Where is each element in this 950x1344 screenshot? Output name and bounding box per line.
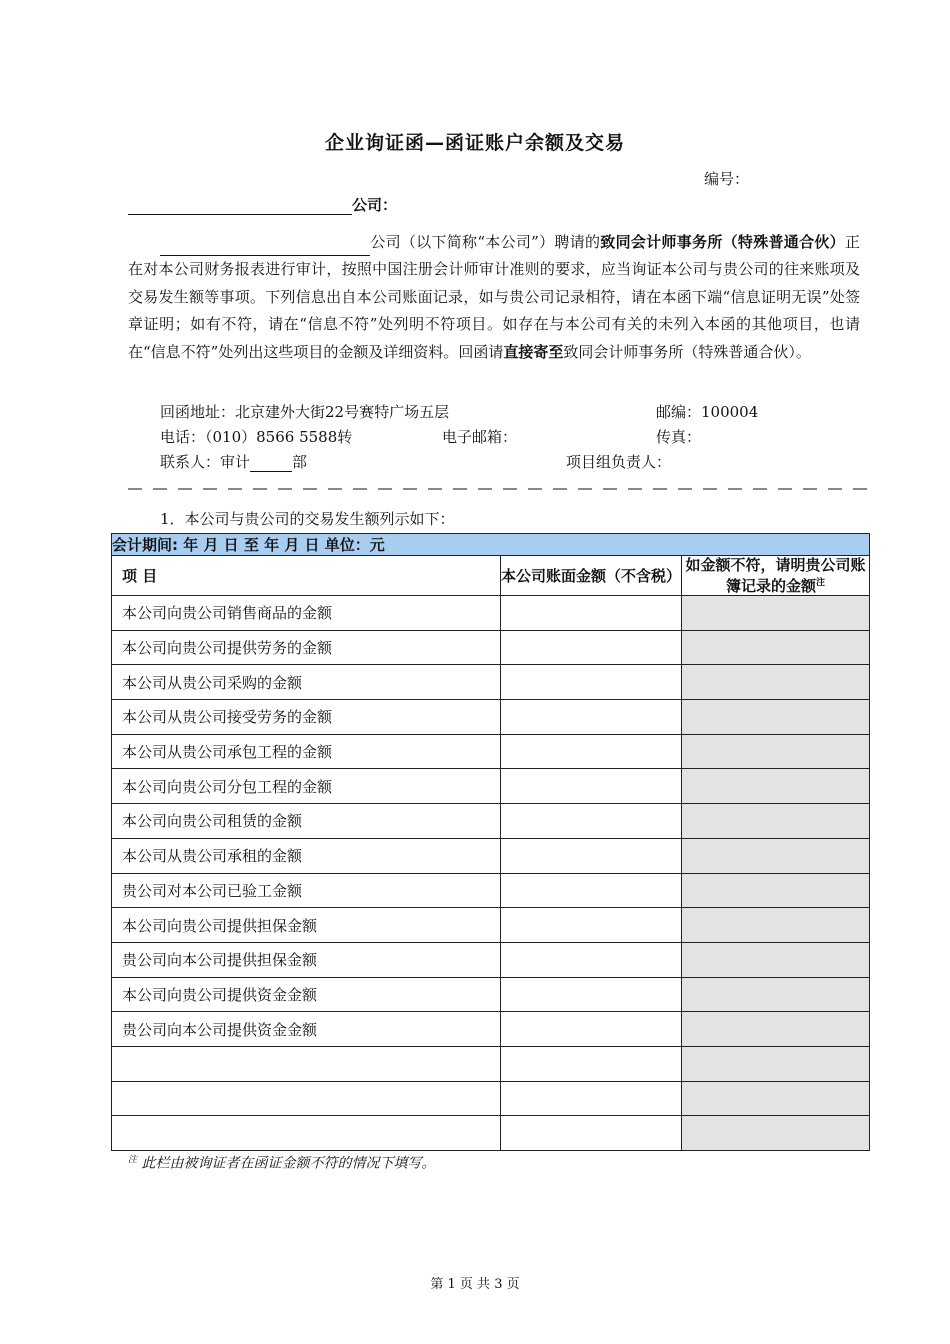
direct-send: 直接寄至: [503, 342, 564, 361]
transaction-table: [111, 533, 870, 1151]
item-cell: 本公司向贵公司分包工程的金额: [112, 769, 501, 804]
col-item-header: 项 目: [112, 556, 501, 596]
contact-person-suffix: 部: [292, 453, 308, 471]
fax-label: 传真：: [656, 428, 702, 446]
table-row: [112, 1046, 870, 1081]
email-label: 电子邮箱：: [442, 428, 518, 446]
period-cell: 会计期间: 年 月 日 至 年 月 日 单位：元: [112, 534, 870, 556]
col-confirm-amount-header: [682, 556, 870, 596]
footnote: [128, 1152, 435, 1173]
table-row: [112, 769, 870, 804]
book-amount-cell[interactable]: [501, 873, 682, 908]
book-amount-cell[interactable]: [501, 838, 682, 873]
document-title: 企业询证函—函证账户余额及交易: [324, 132, 625, 154]
table-row: [112, 804, 870, 839]
cut-line: [128, 488, 872, 490]
footnote-text: 此栏由被询证者在函证金额不符的情况下填写。: [141, 1155, 436, 1172]
table-row: [112, 630, 870, 665]
table-row: [112, 908, 870, 943]
book-amount-cell[interactable]: [501, 1012, 682, 1047]
confirm-amount-cell[interactable]: [682, 769, 870, 804]
return-address: 回函地址：北京建外大街22号赛特广场五层: [160, 403, 450, 421]
project-lead-label: 项目组负责人：: [566, 453, 672, 471]
book-amount-cell[interactable]: [501, 942, 682, 977]
postcode: 邮编：100004: [656, 403, 759, 421]
table-row: [112, 1116, 870, 1151]
contact-person: [160, 451, 307, 472]
confirm-amount-cell[interactable]: [682, 1046, 870, 1081]
book-amount-cell[interactable]: [501, 630, 682, 665]
confirm-amount-cell[interactable]: [682, 977, 870, 1012]
table-row: [112, 942, 870, 977]
item-cell: 本公司从贵公司采购的金额: [112, 665, 501, 700]
addressee-line: [128, 194, 397, 215]
book-amount-cell[interactable]: [501, 734, 682, 769]
table-row: [112, 665, 870, 700]
footnote-mark: 注: [128, 1155, 138, 1165]
item-cell: 本公司从贵公司承包工程的金额: [112, 734, 501, 769]
confirm-amount-cell[interactable]: [682, 908, 870, 943]
period-row: [112, 534, 870, 556]
book-amount-cell[interactable]: [501, 977, 682, 1012]
table-row: [112, 838, 870, 873]
book-amount-cell[interactable]: [501, 596, 682, 631]
col-confirm-amount-sup: 注: [816, 578, 826, 588]
item-cell: 本公司向贵公司销售商品的金额: [112, 596, 501, 631]
department-blank[interactable]: [250, 456, 292, 472]
confirm-amount-cell[interactable]: [682, 665, 870, 700]
item-cell: [112, 1081, 501, 1116]
company-suffix: 公司：: [352, 196, 398, 214]
intro-part2: 正在对本公司财务报表进行审计，按照中国注册会计师审计准则的要求，应当询证本公司与贵公司的往来账项及交易发生额等事项。下列信息出自本公司账面记录，如与贵公司记录相符，请在本函下端“信息证明无误”处签章证明；如有不符，请在“信息不符”处列明不符项目。如存在与本公司有关的未列入本函的其他项目，也请在“信息不符”处列出这些项目的金额及详细资料。回函请: [128, 233, 860, 361]
book-amount-cell[interactable]: [501, 1046, 682, 1081]
table-row: [112, 873, 870, 908]
item-cell: [112, 1046, 501, 1081]
book-amount-cell[interactable]: [501, 804, 682, 839]
confirm-amount-cell[interactable]: [682, 942, 870, 977]
number-label: 编号：: [704, 170, 750, 188]
confirm-amount-cell[interactable]: [682, 804, 870, 839]
book-amount-cell[interactable]: [501, 700, 682, 735]
book-amount-cell[interactable]: [501, 769, 682, 804]
table-row: [112, 1081, 870, 1116]
table-row: [112, 700, 870, 735]
confirm-amount-cell[interactable]: [682, 873, 870, 908]
intro-part1: 公司（以下简称“本公司”）聘请的: [370, 233, 601, 251]
intro-paragraph: [128, 229, 860, 366]
col-book-amount-header: 本公司账面金额（不含税）: [501, 556, 682, 596]
item-cell: 本公司向贵公司租赁的金额: [112, 804, 501, 839]
confirm-amount-cell[interactable]: [682, 596, 870, 631]
firm-name: 致同会计师事务所（特殊普通合伙）: [600, 233, 845, 251]
book-amount-cell[interactable]: [501, 908, 682, 943]
confirm-amount-cell[interactable]: [682, 1012, 870, 1047]
company-name-blank[interactable]: [128, 199, 352, 215]
confirm-amount-cell[interactable]: [682, 630, 870, 665]
item-cell: 贵公司向本公司提供担保金额: [112, 942, 501, 977]
table-row: [112, 977, 870, 1012]
item-cell: 贵公司对本公司已验工金额: [112, 873, 501, 908]
book-amount-cell[interactable]: [501, 665, 682, 700]
col-confirm-amount-text: 如金额不符，请明贵公司账簿记录的金额: [685, 556, 866, 595]
phone: 电话：（010）8566 5588转: [160, 428, 353, 446]
contact-person-label: 联系人：审计: [160, 453, 251, 471]
book-amount-cell[interactable]: [501, 1116, 682, 1151]
item-cell: 本公司向贵公司提供资金金额: [112, 977, 501, 1012]
confirm-amount-cell[interactable]: [682, 734, 870, 769]
table-row: [112, 734, 870, 769]
confirm-amount-cell[interactable]: [682, 1116, 870, 1151]
confirm-amount-cell[interactable]: [682, 838, 870, 873]
item-cell: [112, 1116, 501, 1151]
item-cell: 本公司向贵公司提供劳务的金额: [112, 630, 501, 665]
item-cell: 本公司向贵公司提供担保金额: [112, 908, 501, 943]
section-1-heading: 1．本公司与贵公司的交易发生额列示如下：: [160, 510, 455, 528]
client-name-blank[interactable]: [160, 240, 370, 256]
confirm-amount-cell[interactable]: [682, 1081, 870, 1116]
table-row: [112, 1012, 870, 1047]
item-cell: 本公司从贵公司承租的金额: [112, 838, 501, 873]
item-cell: 本公司从贵公司接受劳务的金额: [112, 700, 501, 735]
confirm-amount-cell[interactable]: [682, 700, 870, 735]
book-amount-cell[interactable]: [501, 1081, 682, 1116]
page-footer: 第 1 页 共 3 页: [430, 1277, 520, 1292]
table-row: [112, 596, 870, 631]
column-header-row: [112, 556, 870, 596]
item-cell: 贵公司向本公司提供资金金额: [112, 1012, 501, 1047]
intro-part3: 致同会计师事务所（特殊普通合伙）。: [563, 342, 811, 361]
